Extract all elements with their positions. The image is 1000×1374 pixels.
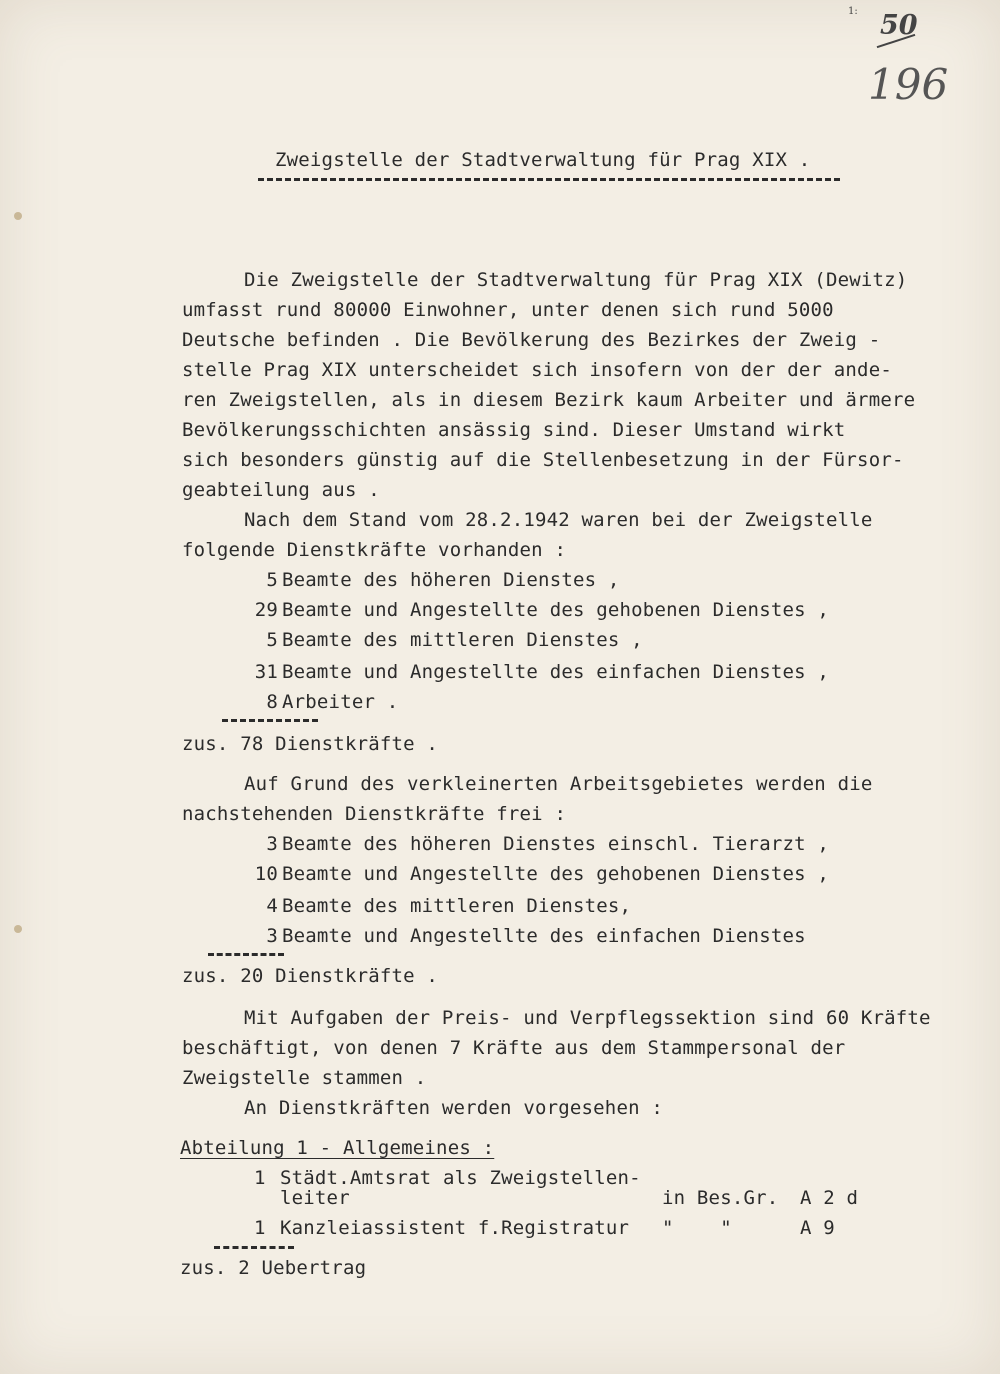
staff-text-5: Arbeiter . [282, 691, 399, 713]
intro-line-2: umfasst rund 80000 Einwohner, unter denen sich rund 5000 [182, 299, 834, 321]
staff-count-4: 31 [254, 661, 278, 683]
section-row-1-grade: A 2 d [800, 1187, 859, 1209]
free-text-1: Beamte des höheren Dienstes einschl. Tierarzt , [282, 833, 830, 855]
section-sum-line [214, 1246, 294, 1249]
preis-line-3: Zweigstelle stammen . [182, 1067, 427, 1089]
staff-sum-line [222, 719, 318, 722]
staff-text-1: Beamte des höheren Dienstes , [282, 569, 620, 591]
free-text-3: Beamte des mittleren Dienstes, [282, 895, 632, 917]
punch-hole-bottom [14, 925, 22, 933]
intro-line-6: Bevölkerungsschichten ansässig sind. Dieser Umstand wirkt [182, 419, 846, 441]
free-count-2: 10 [254, 863, 278, 885]
new-page-number: 196 [868, 60, 949, 109]
page-title: Zweigstelle der Stadtverwaltung für Prag XIX . [275, 149, 811, 171]
preis-line-2: beschäftigt, von denen 7 Kräfte aus dem Stammpersonal der [182, 1037, 846, 1059]
preis-line-1: Mit Aufgaben der Preis- und Verpflegssektion sind 60 Kräfte [244, 1007, 931, 1029]
section-row-2-line1: Kanzleiassistent f.Registratur [280, 1217, 630, 1239]
staff-text-3: Beamte des mittleren Dienstes , [282, 629, 643, 651]
free-text-2: Beamte und Angestellte des gehobenen Dienstes , [282, 863, 830, 885]
stand-line-1: Nach dem Stand vom 28.2.1942 waren bei der Zweigstelle [244, 509, 873, 531]
section-total: zus. 2 Uebertrag [180, 1257, 367, 1279]
staff-count-5: 8 [266, 691, 278, 713]
free-count-1: 3 [266, 833, 278, 855]
section-row-2-grade-prefix: " " [662, 1217, 732, 1239]
staff-count-1: 5 [266, 569, 278, 591]
intro-line-3: Deutsche befinden . Die Bevölkerung des Bezirkes der Zweig - [182, 329, 881, 351]
staff-total: zus. 78 Dienstkräfte . [182, 733, 439, 755]
free-line-1: Auf Grund des verkleinerten Arbeitsgebietes werden die [244, 773, 873, 795]
staff-count-2: 29 [254, 599, 278, 621]
section-row-2-count: 1 [254, 1217, 266, 1239]
free-count-4: 3 [266, 925, 278, 947]
corner-mark: 1: [848, 6, 858, 17]
staff-text-4: Beamte und Angestellte des einfachen Dienstes , [282, 661, 830, 683]
intro-line-7: sich besonders günstig auf die Stellenbesetzung in der Fürsor- [182, 449, 904, 471]
planned-line: An Dienstkräften werden vorgesehen : [244, 1097, 664, 1119]
intro-line-5: ren Zweigstellen, als in diesem Bezirk kaum Arbeiter und ärmere [182, 389, 916, 411]
intro-line-8: geabteilung aus . [182, 479, 380, 501]
section-row-1-line1: Städt.Amtsrat als Zweigstellen- [280, 1167, 641, 1189]
free-line-2: nachstehenden Dienstkräfte frei : [182, 803, 567, 825]
free-count-3: 4 [266, 895, 278, 917]
section-row-2-grade: A 9 [800, 1217, 835, 1239]
old-page-number-text: 50 [880, 10, 918, 41]
title-underline [258, 178, 840, 181]
section-heading: Abteilung 1 - Allgemeines : [180, 1137, 495, 1159]
free-total: zus. 20 Dienstkräfte . [182, 965, 439, 987]
section-row-1-count: 1 [254, 1167, 266, 1189]
section-row-1-grade-prefix: in Bes.Gr. [662, 1187, 779, 1209]
stand-line-2: folgende Dienstkräfte vorhanden : [182, 539, 567, 561]
section-row-1-line2: leiter [280, 1187, 350, 1209]
free-sum-line [208, 953, 284, 956]
intro-line-1: Die Zweigstelle der Stadtverwaltung für Prag XIX (Dewitz) [244, 269, 908, 291]
staff-text-2: Beamte und Angestellte des gehobenen Dienstes , [282, 599, 830, 621]
punch-hole-top [14, 212, 22, 220]
intro-line-4: stelle Prag XIX unterscheidet sich insofern von der der ande- [182, 359, 892, 381]
staff-count-3: 5 [266, 629, 278, 651]
free-text-4: Beamte und Angestellte des einfachen Dienstes [282, 925, 806, 947]
